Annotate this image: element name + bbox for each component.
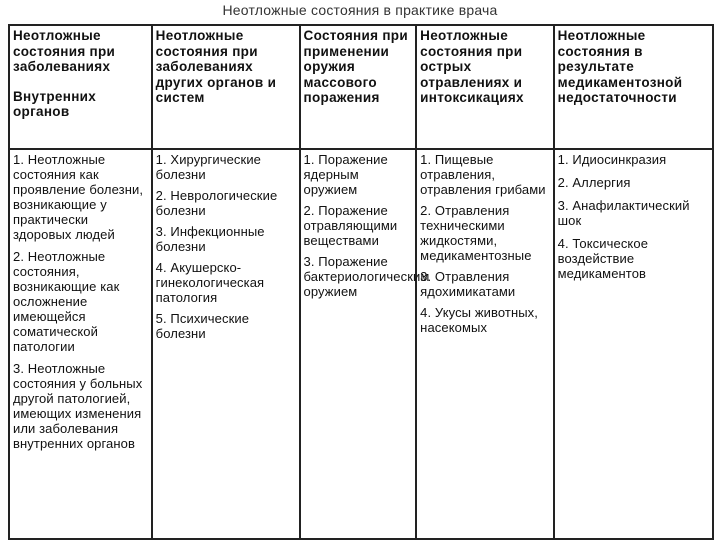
header-cell: [300, 25, 417, 149]
body-cell: [9, 149, 152, 539]
header-cell: [152, 25, 300, 149]
table-header-row: [9, 25, 713, 149]
header-text: Неотложные состояния при заболеваниях: [13, 28, 116, 74]
list-item: 4. Токсическое воздействие медикаментов: [557, 236, 649, 281]
list-item: 4. Акушерско-гинекологическая патология: [155, 260, 265, 305]
list-item: 4. Укусы животных, насекомых: [420, 305, 538, 335]
list-item: 2. Неврологические болезни: [155, 188, 278, 218]
page-title: Неотложные состояния в практике врача: [222, 2, 498, 18]
header-text: Состояния при применении оружия массового поражения: [303, 28, 408, 105]
body-cell: [416, 149, 553, 539]
header-cell: [554, 25, 713, 149]
list-item: 3. Отравления ядохимикатами: [420, 269, 516, 299]
list-item: 3. Поражение бактериологическим оружием: [303, 254, 430, 299]
list-item: 5. Психические болезни: [155, 311, 250, 341]
list-item: 3. Анафилактический шок: [557, 198, 690, 228]
header-text: Неотложные состояния при заболеваниях других органов и систем: [155, 28, 277, 105]
body-cell: [300, 149, 430, 539]
body-cell: [152, 149, 300, 539]
emergency-table: [8, 24, 714, 540]
header-text: Неотложные состояния при острых отравлениях и интоксикациях: [420, 28, 524, 105]
header-cell: [416, 25, 553, 149]
list-item: 2. Поражение отравляющими веществами: [303, 203, 398, 248]
header-cell: [9, 25, 152, 149]
list-item: 1. Поражение ядерным оружием: [303, 152, 388, 197]
list-item: 2. Аллергия: [557, 175, 631, 190]
list-item: 1. Хирургические болезни: [155, 152, 262, 182]
list-item: 1. Неотложные состояния как проявление болезни, возникающие у практически здоровых людей: [13, 152, 144, 242]
list-item: 3. Инфекционные болезни: [155, 224, 265, 254]
body-cell: [554, 149, 713, 539]
header-subtext: Внутренних органов: [13, 88, 97, 119]
list-item: 1. Пищевые отравления, отравления грибами: [420, 152, 546, 197]
list-item: 2. Неотложные состояния, возникающие как осложнение имеющейся соматической патологии: [13, 249, 120, 354]
header-text: Неотложные состояния в результате медикаментозной недостаточности: [557, 28, 683, 105]
table-body-row: [9, 149, 713, 539]
list-item: 2. Отравления техническими жидкостями, медикаментозные: [420, 203, 532, 263]
list-item: 3. Неотложные состояния у больных другой патологией, имеющих изменения или заболевания внутренних органов: [13, 361, 143, 451]
list-item: 1. Идиосинкразия: [557, 152, 667, 167]
